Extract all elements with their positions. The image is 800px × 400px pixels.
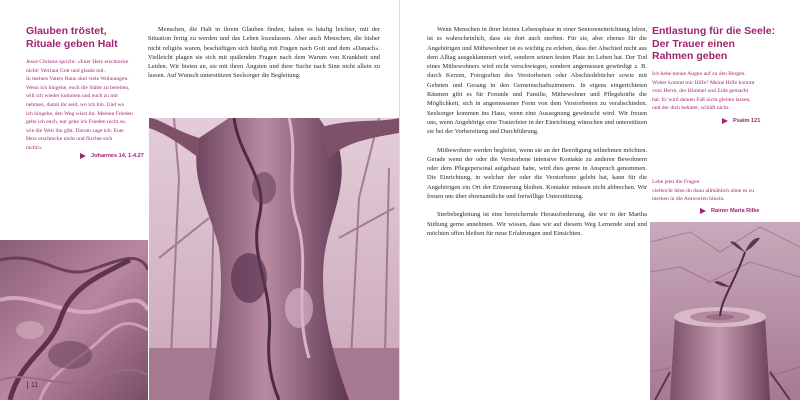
right-heading [652,25,792,63]
quote-line: wie die Welt ihn gibt. Darum sage ich: Euer [26,127,125,134]
bible-quote [26,58,152,153]
quote-line: In meines Vaters Haus sind viele Wohnungen. [26,76,129,83]
stump-sprout-photo [650,222,800,400]
left-body-text [148,25,380,90]
left-heading-line-1: Glauben tröstet, [26,25,107,37]
psalm-citation [722,117,760,125]
body-paragraph: Mitbewohner werden begleitet, wenn sie an der Beerdigung teilnehmen möchten. Gerade wenn der oder die Verstorbene intensive Kontakte zu anderen Bewohnern oder dem Pflegepersonal aufgebaut hatte, wird dies gerne in Anspruch genommen. Die Einrichtung, in welcher der oder die Verstorbene gelebt hat, kann für die Angehörigen ein Ort der Erinnerung bleiben. Kontakte müssen nicht abbrechen. Wir freuen uns über ehrenamtliche und freiwillige Unterstützung. [427,146,647,201]
arrow-right-icon [722,118,728,124]
psalm-line: Woher kommt mir Hilfe? Meine Hilfe kommt [652,79,755,86]
rilke-citation-text: Rainer Maria Rilke [711,208,760,214]
quote-line: nehmen, damit ihr seid, wo ich bin. Und wo [26,101,125,108]
psalm-citation-text: Psalm 121 [733,118,761,124]
quote-line: will ich wieder kommen und euch zu mir [26,93,119,100]
quote-line: Wenn ich hingehe, euch die Stätte zu bereiten, [26,84,130,91]
quote-line: gebe ich euch, nur gebe ich Frieden nicht so, [26,119,127,126]
page-number-bar [27,381,28,389]
bible-citation [80,152,144,160]
left-heading [26,25,146,50]
right-heading-line-1: Entlastung für die Seele: [652,25,776,37]
rilke-line: merken in die Antworten hinein. [652,196,725,203]
tree-trunk-photo [149,118,399,400]
psalm-line: vom Herrn, der Himmel und Erde gemacht [652,88,749,95]
body-paragraph: Wenn Menschen in ihrer letzten Lebensphase in einer Senioreneinrichtung leben, ist es wahrscheinlich, dass sie dort auch sterben. Für sie, aber ebenso für die Angehörigen und Mitbewohner ist es wichtig zu erleben, dass der Abschied nicht aus dem Alltag ausgeklammert wird, sondern seinen festen Platz im Leben hat. Der Tod eines Mitbewohners wird nicht verschwiegen, sondern angemessen gewürdigt z. B. durch Kerzen, Fotografien des Verstorbenen oder Abschiedsbücher sowie mit Gebeten und Gesang in den Gemeinschaftszimmern. In eigens eingerichteten Räumen gibt es für Freunde und Familie, Mitbewohner und Pflegekräfte die Möglichkeit, sich in angemessener Form von dem Verstorbenen zu verabschieden. Seelsorger kommen ins Haus, wenn eine Aussegnung gewünscht wird. Wir freuen uns, wenn Angehörige eine Trauerfeier in der Einrichtung wünschen und unterstützen sie bei der Vorbereitung und Durchführung. [427,26,647,136]
quote-line: Jesus Christus spricht: »Euer Herz erschrecke [26,59,129,65]
rilke-citation [700,207,760,215]
rilke-line: Lebe jetzt die Fragen [652,179,700,185]
arrow-right-icon [700,208,706,214]
body-paragraph: Sterbebegleitung ist eine bereichernde Herausforderung, die wir in der Martha Stiftung gerne annehmen. Wir wissen, dass wir auf diesem Weg Lernende sind und möchten offen bleiben für neue Erfahrungen und Einsichten. [427,211,647,237]
rilke-quote [652,178,792,204]
right-heading-line-3: Rahmen geben [652,50,728,62]
quote-line: nicht!« [26,144,42,151]
psalm-line: hat. Er wird deinen Fuß nicht gleiten lassen, [652,96,751,103]
bible-citation-text: Johannes 14, 1-4.27 [91,153,144,159]
tree-trunk-illustration [149,118,399,400]
body-paragraph: Menschen, die Halt in ihrem Glauben finden, haben es häufig leichter, mit der Situation fertig zu werden und das Leben loszulassen. Aber auch Menschen, die bisher nicht religiös waren, beschäftigen sich häufig mit Fragen nach Gott und dem »Danach«. Vielleicht plagen sie sich mit quälenden Fragen nach dem Warum von Krankheit und Leiden. Wir bieten an, sie mit ihren Ängsten und ihrer Suche nach Sinn nicht allein zu lassen. Auf Wunsch unterstützen Seelsorger die Begleitung. [148,26,380,80]
stump-sprout-illustration [650,222,800,400]
tree-bark-illustration [0,240,148,400]
left-heading-line-2: Rituale geben Halt [26,37,118,50]
tree-bark-photo [0,240,148,400]
right-heading-line-2: Der Trauer einen [652,37,735,50]
quote-line: Herz erschrecke nicht und fürchte sich [26,136,113,143]
psalm-line: und der dich behütet, schläft nicht. [652,105,730,112]
rilke-line: vielleicht lebst du dann allmählich ohne es zu [652,187,755,194]
arrow-right-icon [80,153,86,159]
psalm-line: Ich hebe meine Augen auf zu den Bergen. [652,71,746,77]
page-number [27,381,38,389]
right-page [400,0,800,400]
quote-line: ich hingehe, den Weg wisst ihr. Meinen Frieden [26,110,133,117]
psalm-quote [652,70,792,113]
right-body-text [427,25,647,247]
page-number-text: 11 [31,381,39,389]
quote-line: nicht! Vertraut Gott und glaubt mir. [26,67,106,74]
